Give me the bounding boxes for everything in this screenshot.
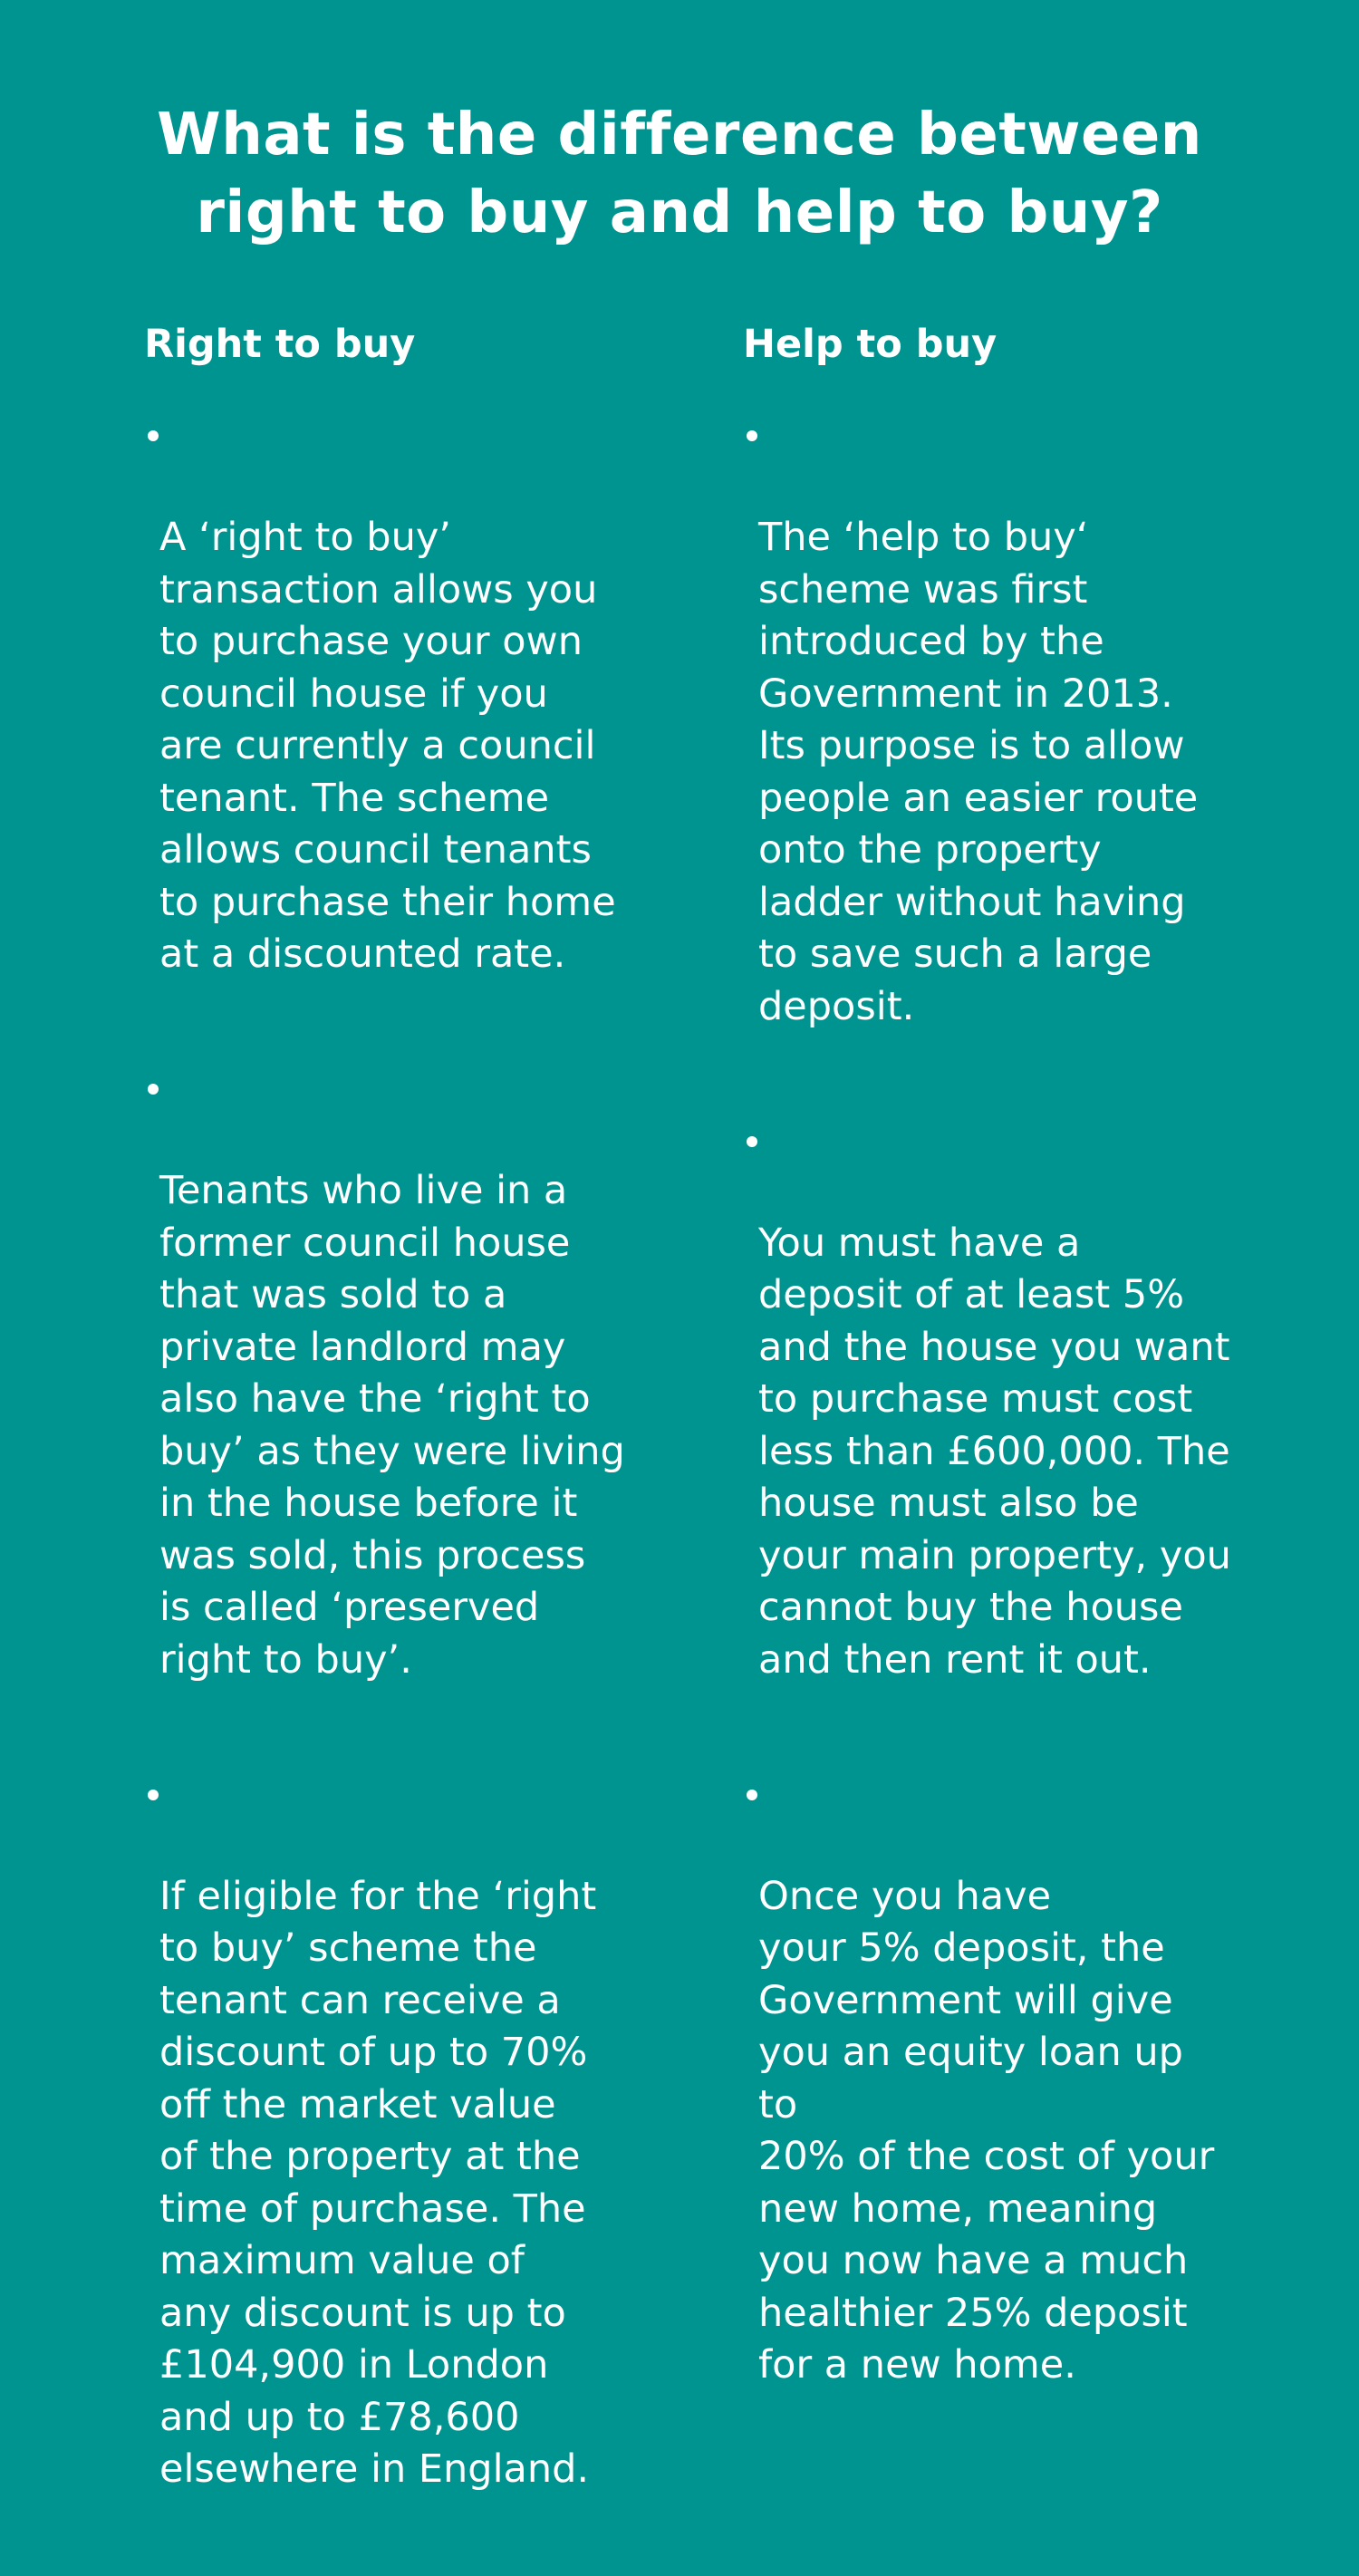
- list-item: [743, 1114, 1232, 1739]
- bullet-icon: [148, 430, 159, 441]
- bullet-text: If eligible for the ‘right to buy’ scheme the tenant can receive a discount of up to 70% off the market value of the property at the time of purchase. The maximum value of any discount is up to £104,900 in London and up to £78,600 elsewhere in England.: [159, 1873, 597, 2492]
- list-item: [144, 408, 633, 1033]
- right-to-buy-column: [144, 317, 633, 2576]
- list-item: [144, 1061, 633, 1739]
- bullet-text: Once you have your 5% deposit, the Government will give you an equity loan up to 20% of the cost of your new home, meaning you now have a much healthier 25% deposit for a new home.: [758, 1873, 1215, 2388]
- bullet-icon: [747, 430, 757, 441]
- help-to-buy-column: [743, 317, 1232, 2472]
- help-to-buy-list: [743, 408, 1232, 2444]
- right-to-buy-list: [144, 408, 633, 2548]
- page-title: What is the difference between right to buy and help to buy?: [157, 101, 1202, 246]
- right-to-buy-heading: Right to buy: [144, 322, 416, 367]
- list-item: [743, 408, 1232, 1085]
- bullet-text: You must have a deposit of at least 5% and the house you want to purchase must cost less than £600,000. The house must also be your main property, you cannot buy the house and then rent it out.: [758, 1220, 1231, 1683]
- help-to-buy-heading: Help to buy: [743, 322, 998, 367]
- bullet-text: A ‘right to buy’ transaction allows you to purchase your own council house if you are currently a council tenant. The scheme allows council tenants to purchase their home at a discounted rate.: [159, 515, 616, 977]
- bullet-icon: [747, 1790, 757, 1800]
- bullet-text: The ‘help to buy‘ scheme was first introduced by the Government in 2013. Its purpose is to allow people an easier route onto the property ladder without having to save such a large deposit.: [758, 515, 1199, 1029]
- list-item: [144, 1767, 633, 2549]
- bullet-icon: [747, 1136, 757, 1147]
- bullet-text: Tenants who live in a former council house that was sold to a private landlord may also have the ‘right to buy’ as they were living in the house before it was sold, this process is called ‘preserved right to buy’.: [159, 1168, 625, 1683]
- list-item: [743, 1767, 1232, 2445]
- bullet-icon: [148, 1790, 159, 1800]
- bullet-icon: [148, 1084, 159, 1095]
